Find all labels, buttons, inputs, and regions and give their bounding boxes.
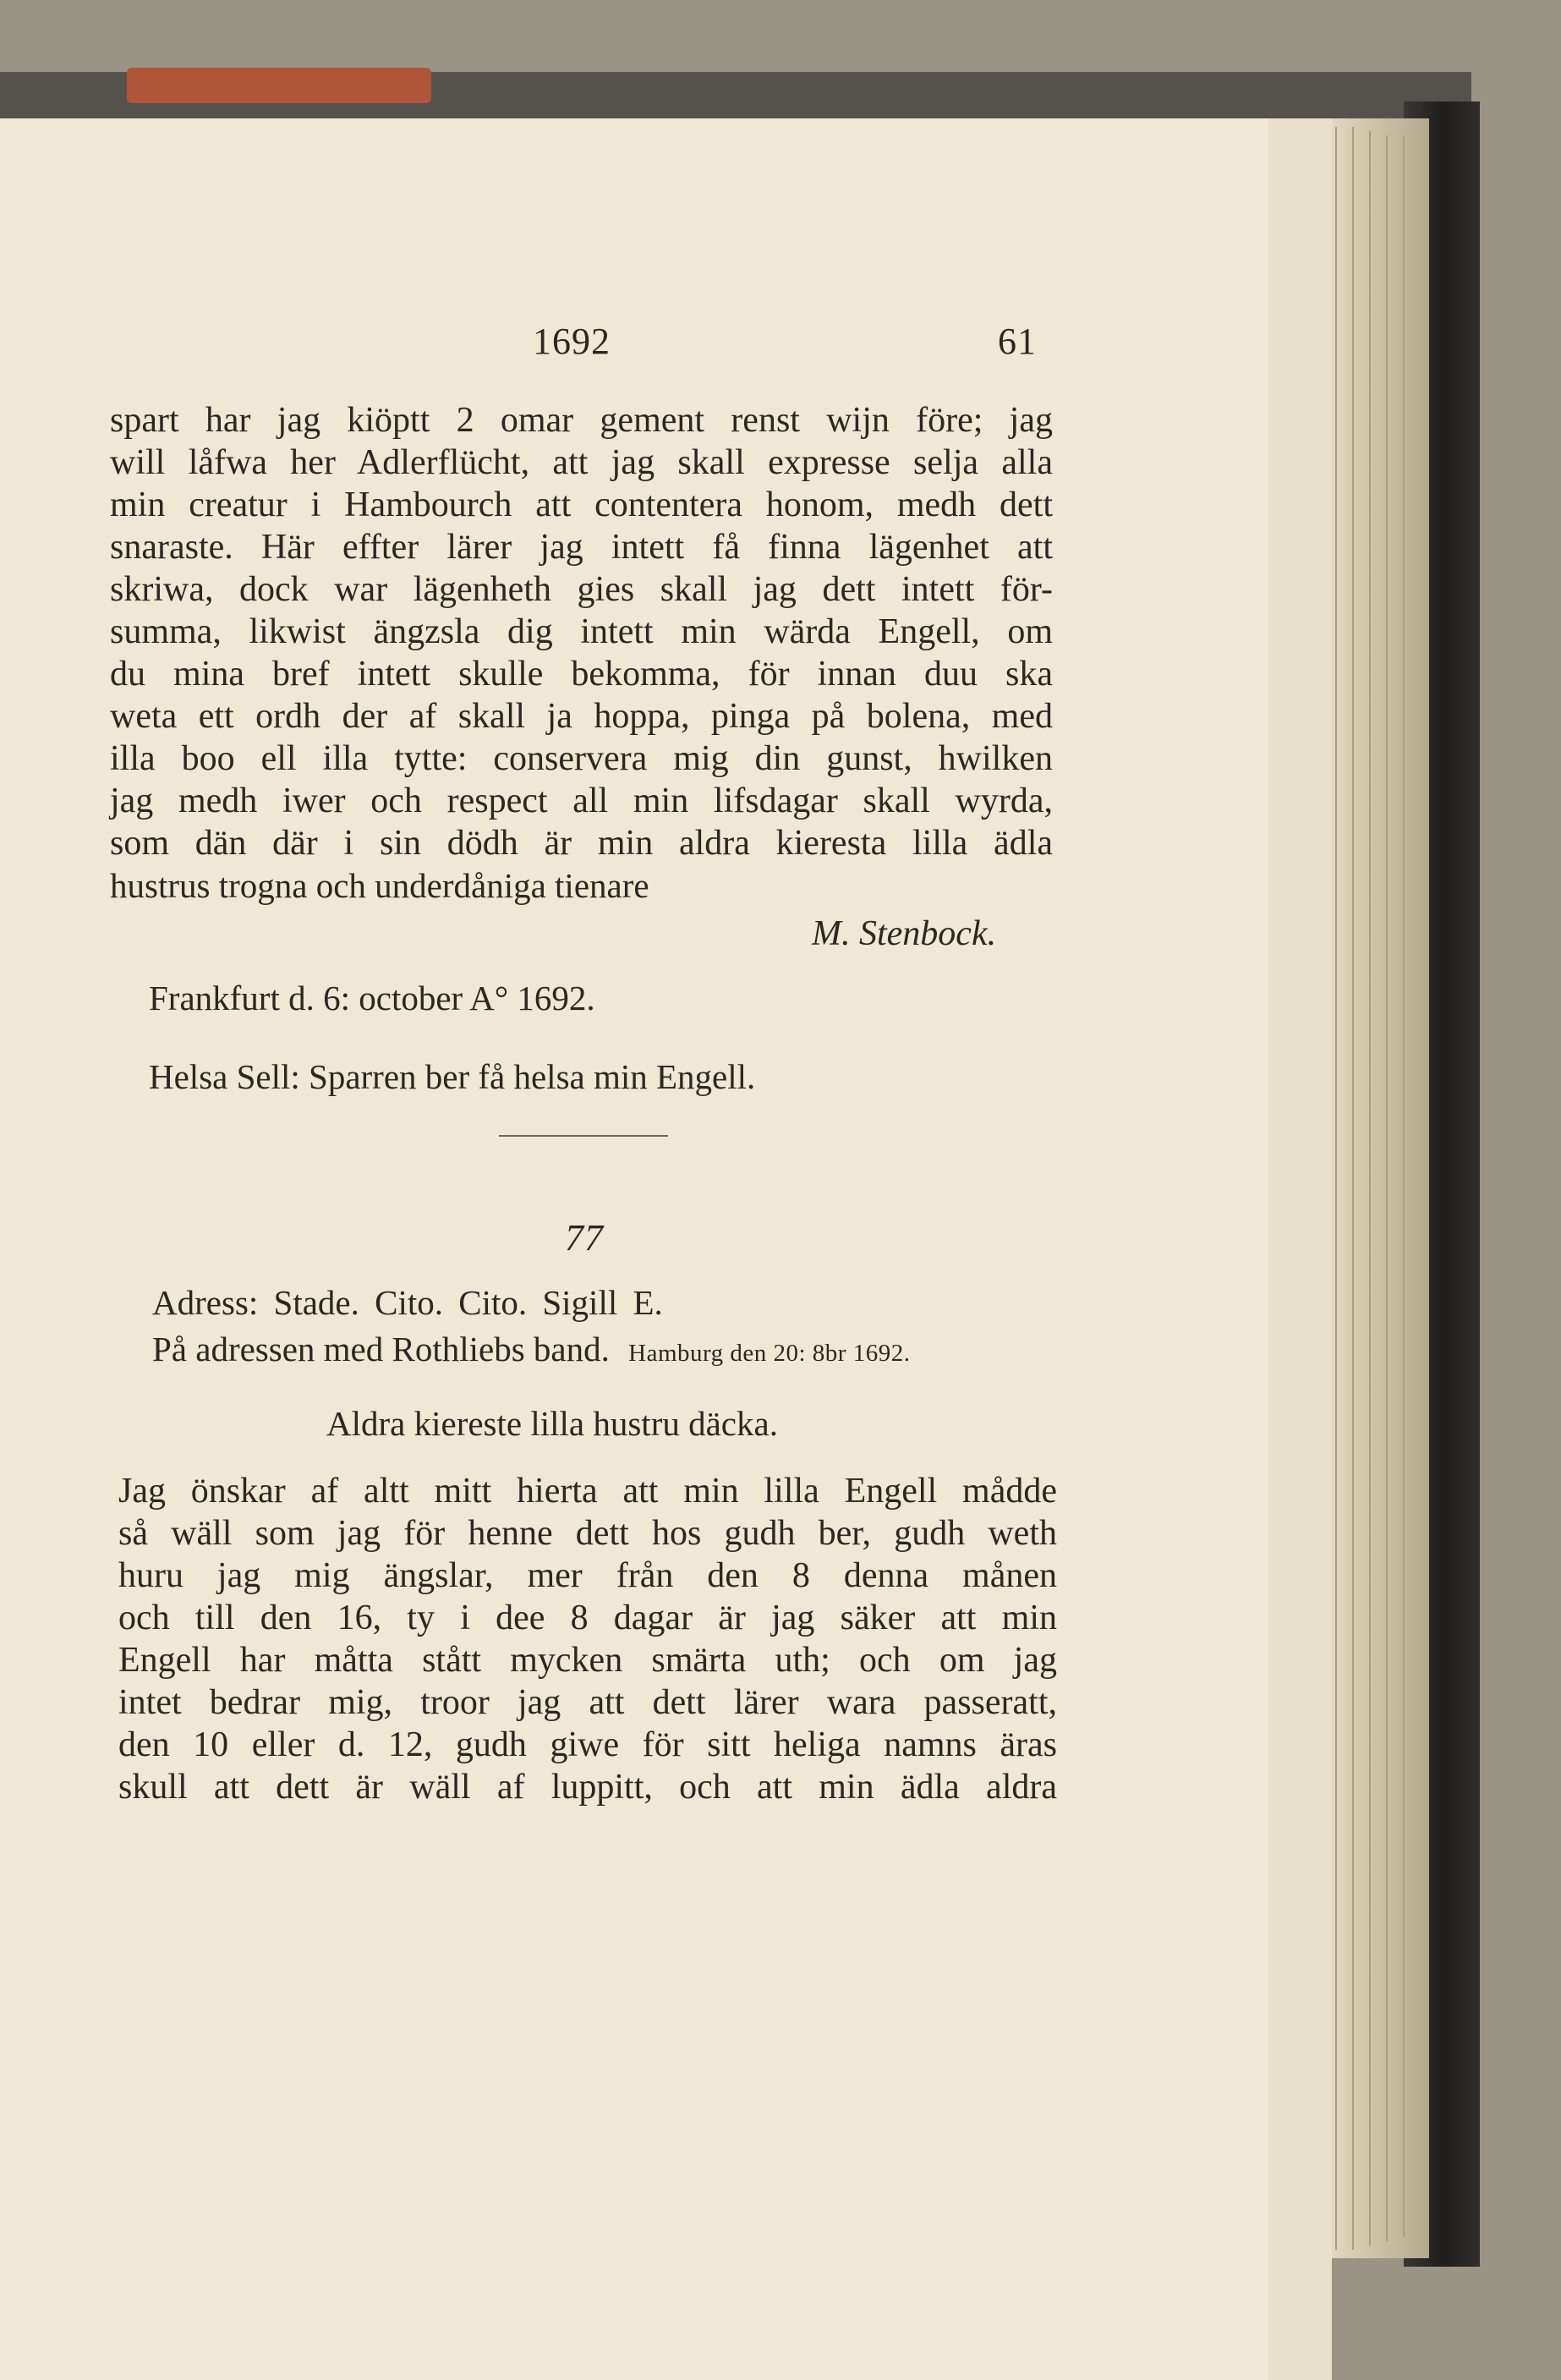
text-line: skriwa, dock war lägenheth gies skall jag dett intett för- xyxy=(110,570,1053,609)
place-date: Frankfurt d. 6: october A° 1692. xyxy=(149,979,595,1017)
salutation: Aldra kiereste lilla hustru däcka. xyxy=(326,1404,778,1443)
text-line: Jag önskar af altt mitt hierta att min lilla Engell mådde xyxy=(118,1472,1057,1511)
address-note-main: På adressen med Rothliebs band. xyxy=(152,1330,610,1368)
text-line: snaraste. Här effter lärer jag intett få finna lägenhet att xyxy=(110,528,1053,567)
section-divider xyxy=(499,1135,668,1137)
text-line: huru jag mig ängslar, mer från den 8 denna månen xyxy=(118,1556,1057,1595)
address-note xyxy=(152,1328,910,1374)
address-note-date: Hamburg den 20: 8br 1692. xyxy=(628,1340,911,1367)
text-line: will låfwa her Adlerflücht, att jag skall expresse selja alla xyxy=(110,443,1053,482)
text-line: weta ett ordh der af skall ja hoppa, pinga på bolena, med xyxy=(110,697,1053,736)
text-line: hustrus trogna och underdåniga tienare xyxy=(110,866,649,905)
page-shadow xyxy=(1268,118,1332,2380)
signature: M. Stenbock. xyxy=(812,914,997,953)
text-line: Engell har måtta stått mycken smärta uth; och om jag xyxy=(118,1641,1057,1680)
page-number: 61 xyxy=(998,321,1037,362)
address-line: Adress: Stade. Cito. Cito. Sigill E. xyxy=(152,1283,663,1322)
running-header-year: 1692 xyxy=(533,321,611,362)
text-line: summa, likwist ängzsla dig intett min wärda Engell, om xyxy=(110,612,1053,651)
text-line: jag medh iwer och respect all min lifsdagar skall wyrda, xyxy=(110,781,1053,820)
text-line: min creatur i Hambourch att contentera honom, medh dett xyxy=(110,485,1053,524)
red-bookmark xyxy=(127,68,431,103)
text-line: som dän där i sin dödh är min aldra kieresta lilla ädla xyxy=(110,824,1053,863)
text-line: den 10 eller d. 12, gudh giwe för sitt heliga namns äras xyxy=(118,1725,1057,1764)
text-line: skull att dett är wäll af luppitt, och att min ädla aldra xyxy=(118,1768,1057,1807)
text-line: så wäll som jag för henne dett hos gudh ber, gudh weth xyxy=(118,1514,1057,1553)
text-line: du mina bref intett skulle bekomma, för innan duu ska xyxy=(110,655,1053,694)
postscript: Helsa Sell: Sparren ber få helsa min Engell. xyxy=(149,1057,756,1096)
text-line: illa boo ell illa tytte: conservera mig din gunst, hwilken xyxy=(110,739,1053,778)
text-line: intet bedrar mig, troor jag att dett lärer wara passeratt, xyxy=(118,1683,1057,1722)
text-line: och till den 16, ty i dee 8 dagar är jag säker att min xyxy=(118,1599,1057,1637)
text-line: spart har jag kiöptt 2 omar gement renst wijn före; jag xyxy=(110,401,1053,440)
letter-number: 77 xyxy=(565,1217,604,1259)
